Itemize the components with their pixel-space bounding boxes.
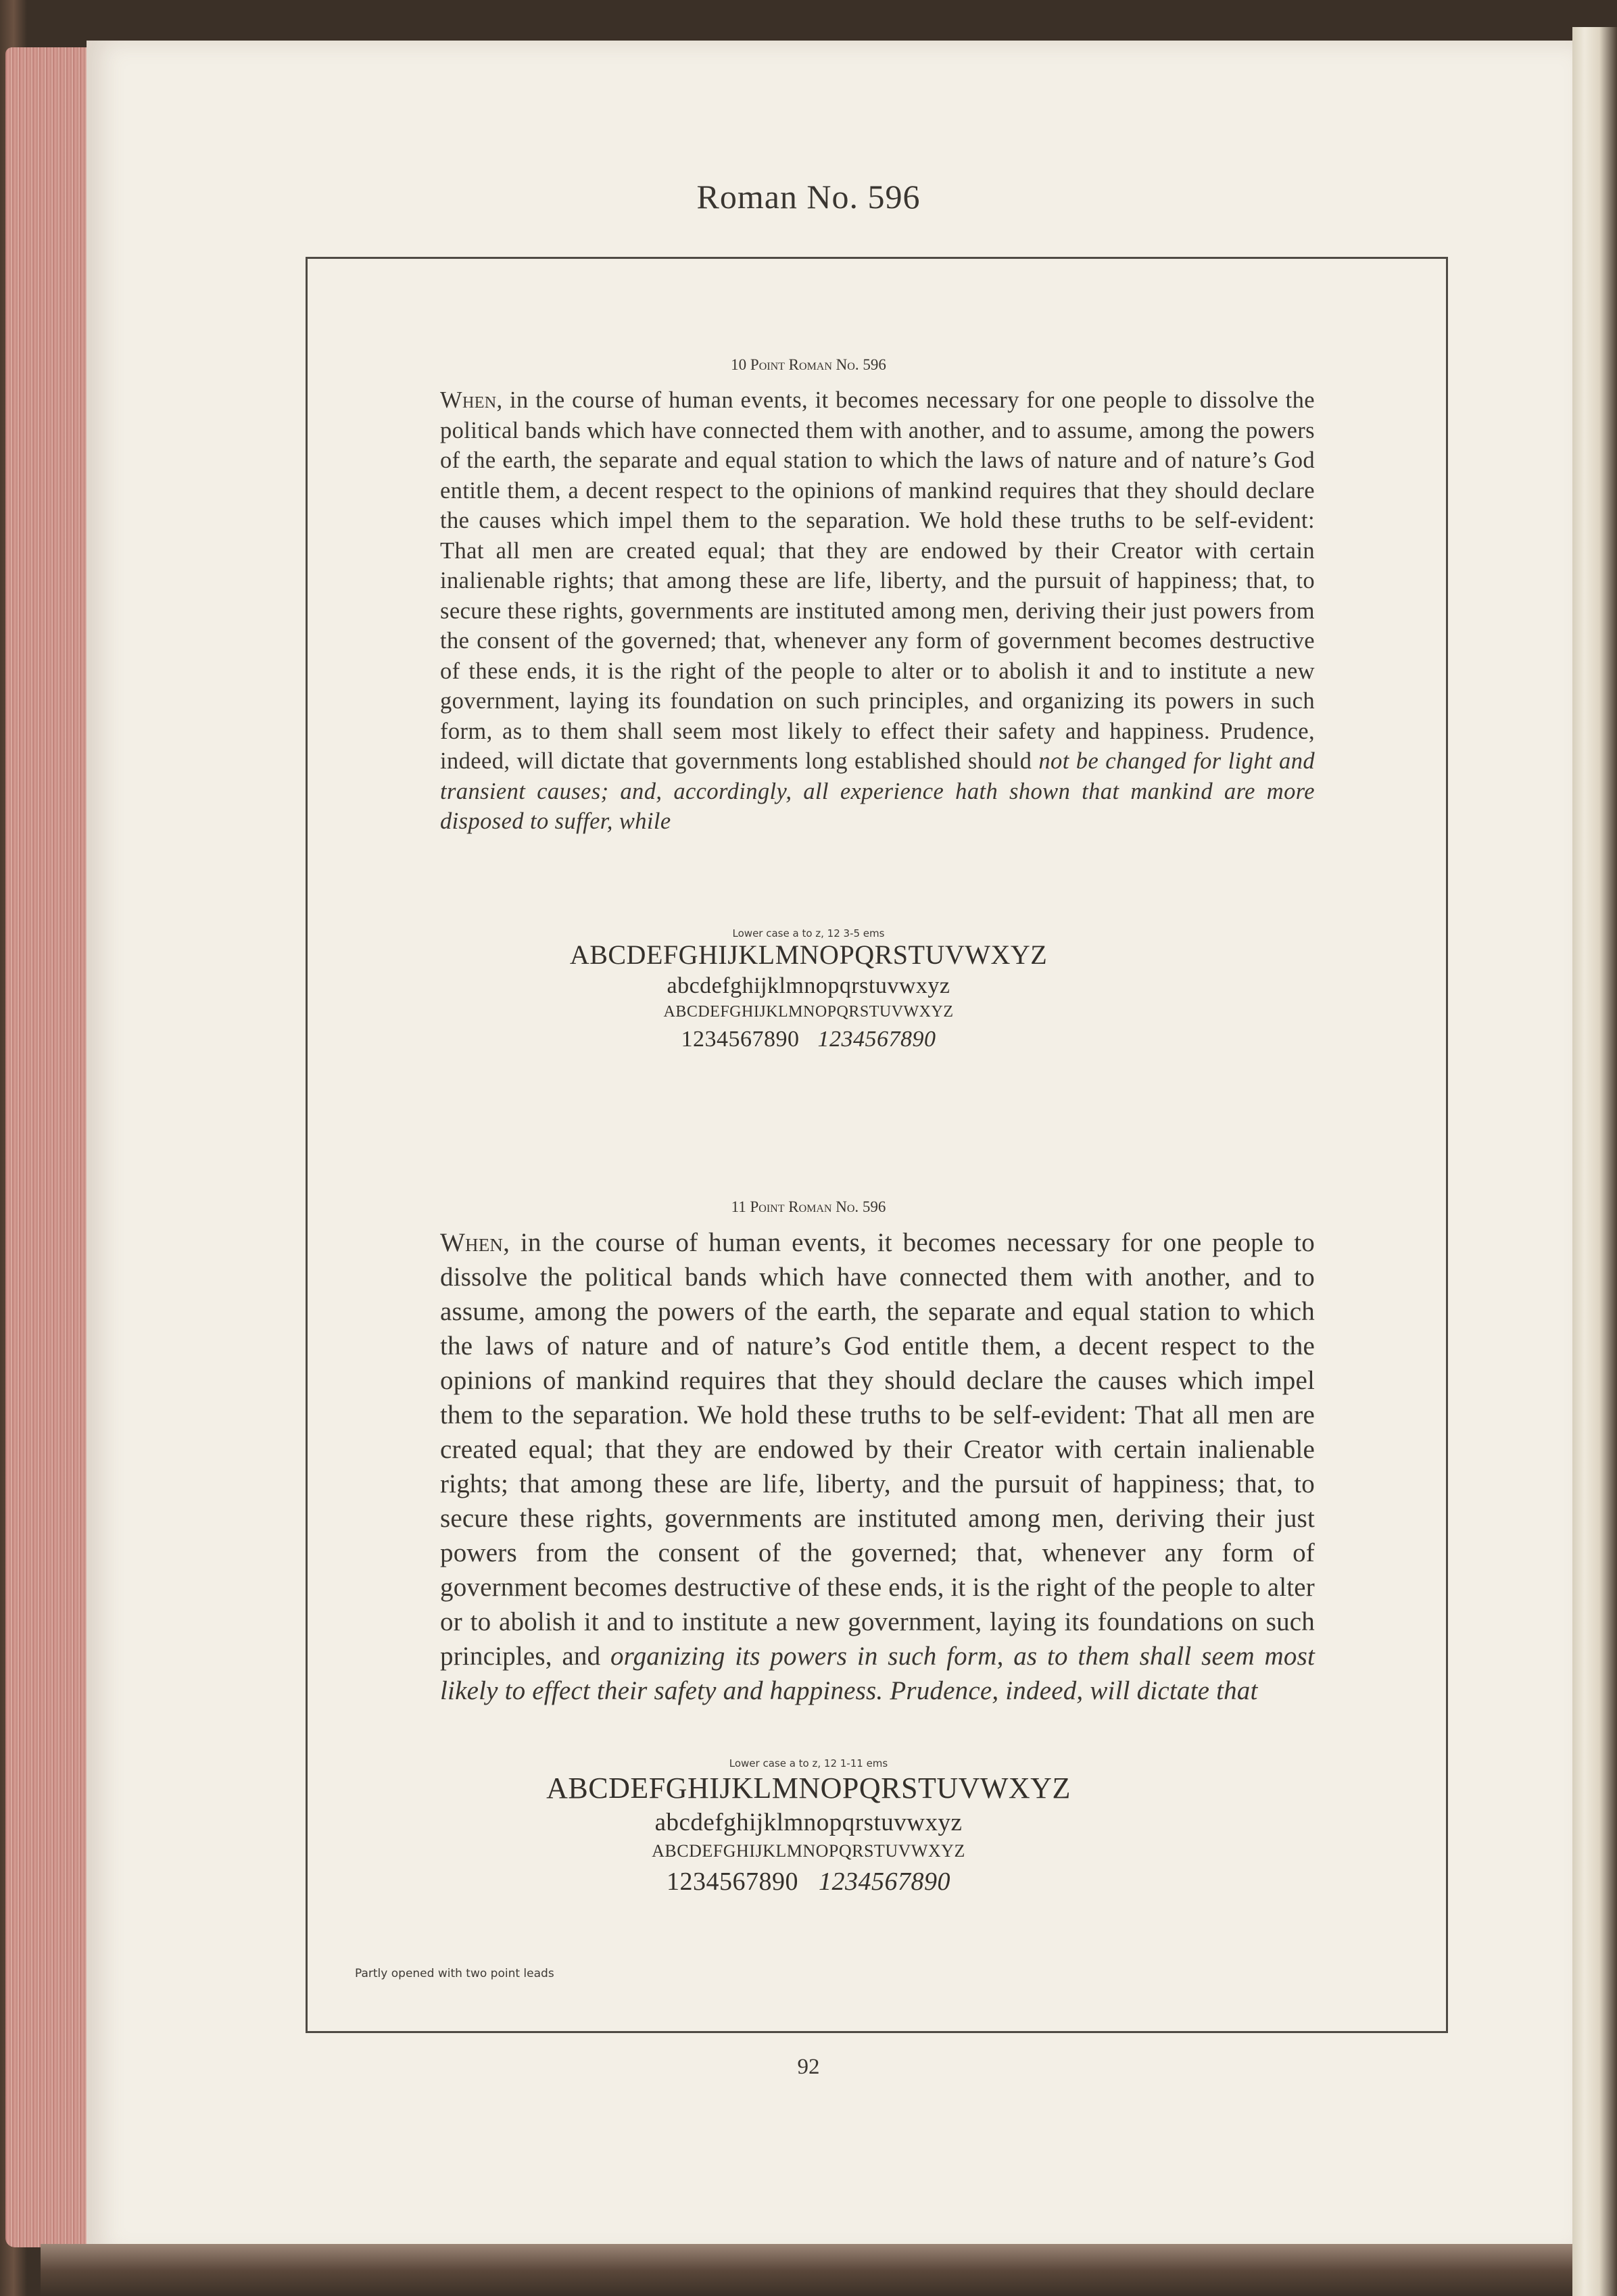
italic-figures: 1234567890	[819, 1867, 950, 1896]
specimen-11pt-measure-note: Lower case a to z, 12 1-11 ems	[729, 1757, 888, 1769]
figures: 1234567890	[681, 1027, 800, 1052]
page-number: 92	[797, 2055, 820, 2079]
page-edges	[5, 47, 95, 2247]
lead-word: When,	[440, 387, 503, 413]
specimen-11pt-text-block	[440, 1225, 1315, 1708]
specimen-10pt-lowercase: abcdefghijklmnopqrstuvwxyz	[667, 973, 950, 998]
specimen-11pt-small-caps: ABCDEFGHIJKLMNOPQRSTUVWXYZ	[652, 1841, 965, 1861]
footnote: Partly opened with two point leads	[355, 1967, 554, 1980]
specimen-11pt-uppercase: ABCDEFGHIJKLMNOPQRSTUVWXYZ	[546, 1772, 1071, 1805]
bottom-edge	[41, 2244, 1572, 2296]
roman-text: in the course of human events, it becomes necessary for one people to dissolve the political bands which have connected them with another, and to assume, among the powers of the earth, the separate and equal station to which the laws of nature and of nature’s God entitle them, a decent respect to the opinions of mankind requires that they should declare the causes which impel them to the separation. We hold these truths to be self-evident: That all men are created equal; that they are endowed by their Creator with certain inalienable rights; that among these are life, liberty, and the pursuit of happiness; that, to secure these rights, governments are instituted among men, deriving their just powers from the consent of the governed; that, whenever any form of government becomes destructive of these ends, it is the right of the people to alter or to abolish it and to institute a new government, laying its foundations on such principles, and	[440, 1228, 1315, 1671]
specimen-10pt-small-caps: ABCDEFGHIJKLMNOPQRSTUVWXYZ	[663, 1003, 954, 1021]
specimen-10pt-paragraph	[440, 385, 1315, 837]
specimen-11pt-paragraph	[440, 1225, 1315, 1708]
running-title: Roman No. 596	[696, 178, 921, 216]
specimen-10pt-heading: 10 Point Roman No. 596	[731, 356, 886, 373]
figures: 1234567890	[667, 1867, 798, 1896]
specimen-10pt-measure-note: Lower case a to z, 12 3-5 ems	[732, 927, 885, 939]
italic-figures: 1234567890	[817, 1027, 936, 1052]
specimen-10pt-figures-line	[0, 1027, 1617, 1052]
specimen-11pt-lowercase: abcdefghijklmnopqrstuvwxyz	[654, 1809, 963, 1836]
specimen-10pt-uppercase: ABCDEFGHIJKLMNOPQRSTUVWXYZ	[569, 939, 1048, 970]
lead-word: When,	[440, 1228, 510, 1257]
specimen-11pt-heading: 11 Point Roman No. 596	[731, 1198, 886, 1215]
roman-text: in the course of human events, it becomes necessary for one people to dissolve the political bands which have connected them with another, and to assume, among the powers of the earth, the separate and equal station to which the laws of nature and of nature’s God entitle them, a decent respect to the opinions of mankind requires that they should declare the causes which impel them to the separation. We hold these truths to be self-evident: That all men are created equal; that they are endowed by their Creator with certain inalienable rights; that among these are life, liberty, and the pursuit of happiness; that, to secure these rights, governments are instituted among men, deriving their just powers from the consent of the governed; that, whenever any form of government becomes destructive of these ends, it is the right of the people to alter or to abolish it and to institute a new government, laying its foundation on such principles, and organizing its powers in such form, as to them shall seem most likely to effect their safety and happiness. Prudence, indeed, will dictate that governments long established should	[440, 387, 1315, 774]
italic-text: not be changed for light and transient causes; and, accordingly, all experience hath shown that mankind are more disposed to suffer, while	[440, 748, 1315, 834]
specimen-11pt-figures-line	[0, 1867, 1617, 1897]
italic-text: organizing its powers in such form, as to them shall seem most likely to effect their safety and happiness. Prudence, indeed, will dictate that	[440, 1642, 1315, 1705]
specimen-10pt-text-block	[440, 385, 1315, 837]
